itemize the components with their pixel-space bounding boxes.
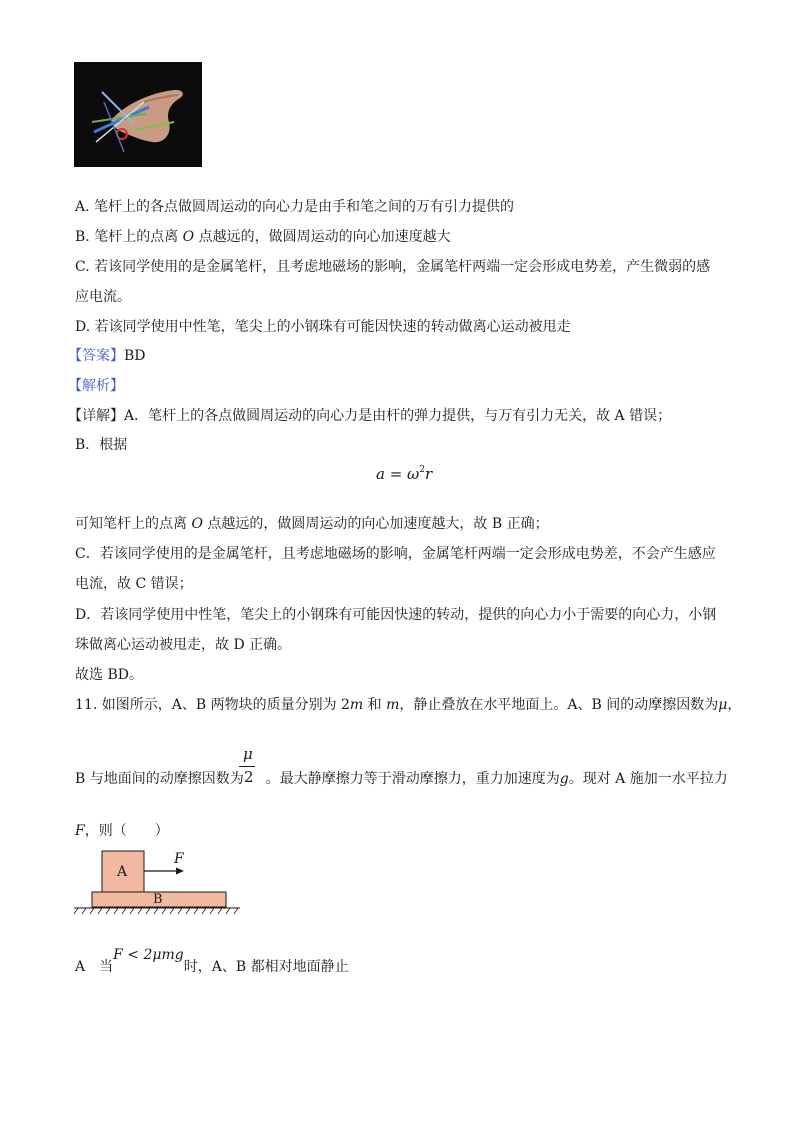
force-f: F (75, 823, 85, 839)
q11-line2-text: B 与地面间的动摩擦因数为 (75, 771, 244, 787)
centripetal-formula (376, 465, 432, 483)
force-label: F (174, 851, 184, 867)
option-b-text: B. 笔杆上的点离 (75, 229, 183, 245)
detail-a-text: A．笔杆上的各点做圆周运动的向心力是由杆的弹力提供，与万有引力无关，故 A 错误； (124, 408, 672, 424)
option-c-line1: C. 若该同学使用的是金属笔杆，且考虑地磁场的影响，金属笔杆两端一定会形成电势差，产生微弱的感 (75, 259, 711, 275)
q11-line2-post: 。最大静摩擦力等于滑动摩擦力，重力加速度为 (265, 771, 560, 787)
formula-lhs: a = ω (376, 465, 420, 483)
answer-line (68, 347, 146, 365)
blocks-diagram (72, 848, 242, 922)
block-a-label: A (117, 864, 128, 880)
q11-line1 (75, 696, 741, 714)
formula-rhs: r (425, 465, 433, 483)
q11-text: 11. 如图所示，A、B 两物块的质量分别为 2 (75, 697, 350, 713)
force-arrowhead (176, 868, 184, 875)
option-a: A. 笔杆上的各点做圆周运动的向心力是由手和笔之间的万有引力提供的 (75, 199, 515, 215)
detail-d-line1: D．若该同学使用中性笔，笔尖上的小钢珠有可能因快速的转动，提供的向心力小于需要的向心力，小钢 (75, 607, 717, 623)
analysis-label: 【解析】 (68, 378, 124, 394)
detail-b-conclusion (75, 515, 549, 533)
detail-label: 【详解】 (68, 408, 124, 424)
detail-b-intro: B．根据 (75, 437, 128, 453)
detail-c-line1: C．若该同学使用的是金属笔杆，且考虑地磁场的影响，金属笔杆两端一定会形成电势差，不会产生感应 (75, 546, 716, 562)
frac-denominator: 2 (244, 768, 254, 786)
detail-d-line2: 珠做离心运动被甩走，故 D 正确。 (75, 637, 292, 653)
detail-b-text-end: 点越远的，做圆周运动的向心加速度越大，故 B 正确； (202, 516, 549, 532)
mass-m1: m (349, 697, 364, 713)
option-b (75, 228, 451, 246)
option-b-text-end: 点越远的，做圆周运动的向心加速度越大 (194, 229, 451, 245)
mass-m2: m (386, 697, 400, 713)
final-answer: 故选 BD。 (75, 667, 143, 683)
pen-spinning-photo (74, 62, 202, 167)
q11-text-post: ，静止叠放在水平地面上。A、B 间的动摩擦因数为 (399, 697, 719, 713)
q11-option-a-formula: F < 2μmg (113, 947, 184, 963)
point-o-detail: O (191, 516, 203, 532)
option-c-line2: 应电流。 (75, 289, 131, 305)
detail-b-text: 可知笔杆上的点离 (75, 516, 192, 532)
frac-numerator: μ (243, 745, 253, 763)
q11-option-a (75, 947, 349, 976)
ground-hatch (74, 908, 238, 914)
point-o: O (182, 229, 195, 245)
answer-value: BD (124, 348, 146, 364)
frac-bar (239, 766, 255, 767)
option-d: D. 若该同学使用中性笔，笔尖上的小钢珠有可能因快速的转动做离心运动被甩走 (75, 319, 571, 335)
block-b-label: B (153, 892, 163, 907)
detail-c-line2: 电流，故 C 错误； (75, 576, 193, 592)
q11-option-a-label: A 当 (75, 959, 114, 975)
q11-line3-text: ，则（ ） (84, 823, 169, 839)
formula-exponent: 2 (419, 465, 426, 475)
q11-line3 (75, 822, 169, 840)
q11-option-a-text: 时，A、B 都相对地面静止 (183, 959, 349, 975)
q11-text-end: ， (727, 697, 742, 713)
q11-line2 (75, 770, 728, 788)
mu-symbol: μ (718, 697, 728, 713)
q11-text-mid: 和 (363, 697, 387, 713)
q11-line2-end: 。现对 A 施加一水平拉力 (568, 771, 728, 787)
answer-label: 【答案】 (68, 348, 124, 364)
detail-a-line (68, 407, 671, 425)
gravity-g: g (559, 771, 569, 787)
